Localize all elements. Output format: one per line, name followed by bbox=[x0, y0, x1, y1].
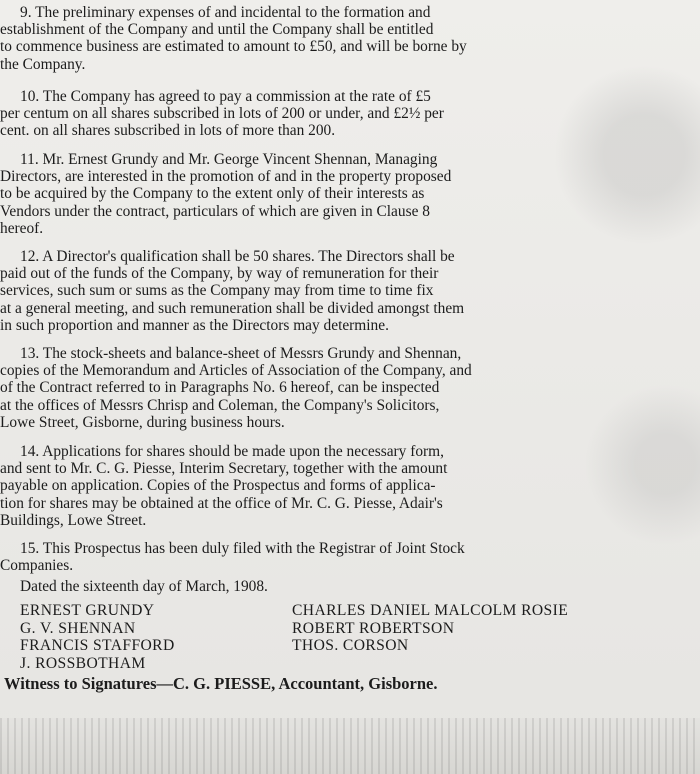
paragraph-line: Buildings, Lowe Street. bbox=[0, 511, 147, 529]
paragraph-line: establishment of the Company and until the Company shall be entitled bbox=[0, 21, 434, 39]
paragraph-line: hereof. bbox=[0, 219, 44, 237]
paragraph-line: 10. The Company has agreed to pay a commission at the rate of £5 bbox=[20, 88, 431, 105]
signatory-name: ERNEST GRUNDY bbox=[20, 602, 155, 619]
scan-margin bbox=[0, 718, 700, 774]
paragraph-line: at the offices of Messrs Chrisp and Coleman, the Company's Solicitors, bbox=[0, 396, 440, 414]
paragraph-line: copies of the Memorandum and Articles of Association of the Company, and bbox=[0, 362, 472, 380]
paragraph-line: 13. The stock-sheets and balance-sheet of Messrs Grundy and Shennan, bbox=[20, 345, 462, 362]
signatory-name: J. ROSSBOTHAM bbox=[20, 654, 146, 672]
paragraph-line: services, such sum or sums as the Company may from time to time fix bbox=[0, 282, 434, 300]
signatory-name: FRANCIS STAFFORD bbox=[20, 637, 175, 654]
signatory-name: ROBERT ROBERTSON bbox=[292, 619, 455, 637]
paragraph-9 bbox=[0, 4, 634, 73]
paragraph-line: at a general meeting, and such remuneration shall be divided amongst them bbox=[0, 299, 465, 317]
signatory-name: G. V. SHENNAN bbox=[20, 619, 136, 637]
paragraph-line: to commence business are estimated to amount to £50, and will be borne by bbox=[0, 38, 467, 56]
paragraph-11 bbox=[0, 151, 634, 237]
witness-line: Witness to Signatures—C. G. PIESSE, Accountant, Gisborne. bbox=[4, 674, 438, 693]
paragraph-line: cent. on all shares subscribed in lots of more than 200. bbox=[0, 122, 336, 140]
paragraph-line: of the Contract referred to in Paragraphs No. 6 hereof, can be inspected bbox=[0, 379, 440, 397]
paragraph-line: Vendors under the contract, particulars of which are given in Clause 8 bbox=[0, 202, 430, 220]
paragraph-line: 14. Applications for shares should be made upon the necessary form, bbox=[20, 443, 444, 460]
paragraph-line: to be acquired by the Company to the extent only of their interests as bbox=[0, 185, 425, 203]
dated-line: Dated the sixteenth day of March, 1908. bbox=[20, 578, 268, 595]
paragraph-line: Companies. bbox=[0, 557, 74, 575]
paragraph-line: in such proportion and manner as the Directors may determine. bbox=[0, 316, 389, 334]
signatory-name: THOS. CORSON bbox=[292, 637, 409, 654]
signatories-left bbox=[20, 602, 175, 672]
paragraph-line: 15. This Prospectus has been duly filed with the Registrar of Joint Stock bbox=[20, 540, 465, 557]
paragraph-12 bbox=[0, 248, 634, 334]
paragraph-10 bbox=[0, 88, 634, 140]
paragraph-line: Directors, are interested in the promotion of and in the property proposed bbox=[0, 168, 452, 186]
paragraph-15 bbox=[0, 540, 634, 574]
paragraph-line: per centum on all shares subscribed in lots of 200 or under, and £2½ per bbox=[0, 105, 444, 123]
paragraph-line: payable on application. Copies of the Prospectus and forms of applica- bbox=[0, 477, 436, 495]
paragraph-line: Lowe Street, Gisborne, during business hours. bbox=[0, 413, 285, 431]
paragraph-line: paid out of the funds of the Company, by way of remuneration for their bbox=[0, 265, 439, 283]
signatory-name: CHARLES DANIEL MALCOLM ROSIE bbox=[292, 602, 569, 619]
paragraph-line: 11. Mr. Ernest Grundy and Mr. George Vincent Shennan, Managing bbox=[20, 151, 438, 168]
signatories-right bbox=[292, 602, 568, 655]
paragraph-line: 12. A Director's qualification shall be 50 shares. The Directors shall be bbox=[20, 248, 455, 265]
paragraph-line: 9. The preliminary expenses of and incidental to the formation and bbox=[20, 4, 431, 21]
paragraph-line: and sent to Mr. C. G. Piesse, Interim Secretary, together with the amount bbox=[0, 460, 448, 478]
paragraph-line: tion for shares may be obtained at the office of Mr. C. G. Piesse, Adair's bbox=[0, 494, 443, 512]
paragraph-14 bbox=[0, 443, 634, 529]
paragraph-13 bbox=[0, 345, 634, 431]
paragraph-line: the Company. bbox=[0, 55, 86, 73]
